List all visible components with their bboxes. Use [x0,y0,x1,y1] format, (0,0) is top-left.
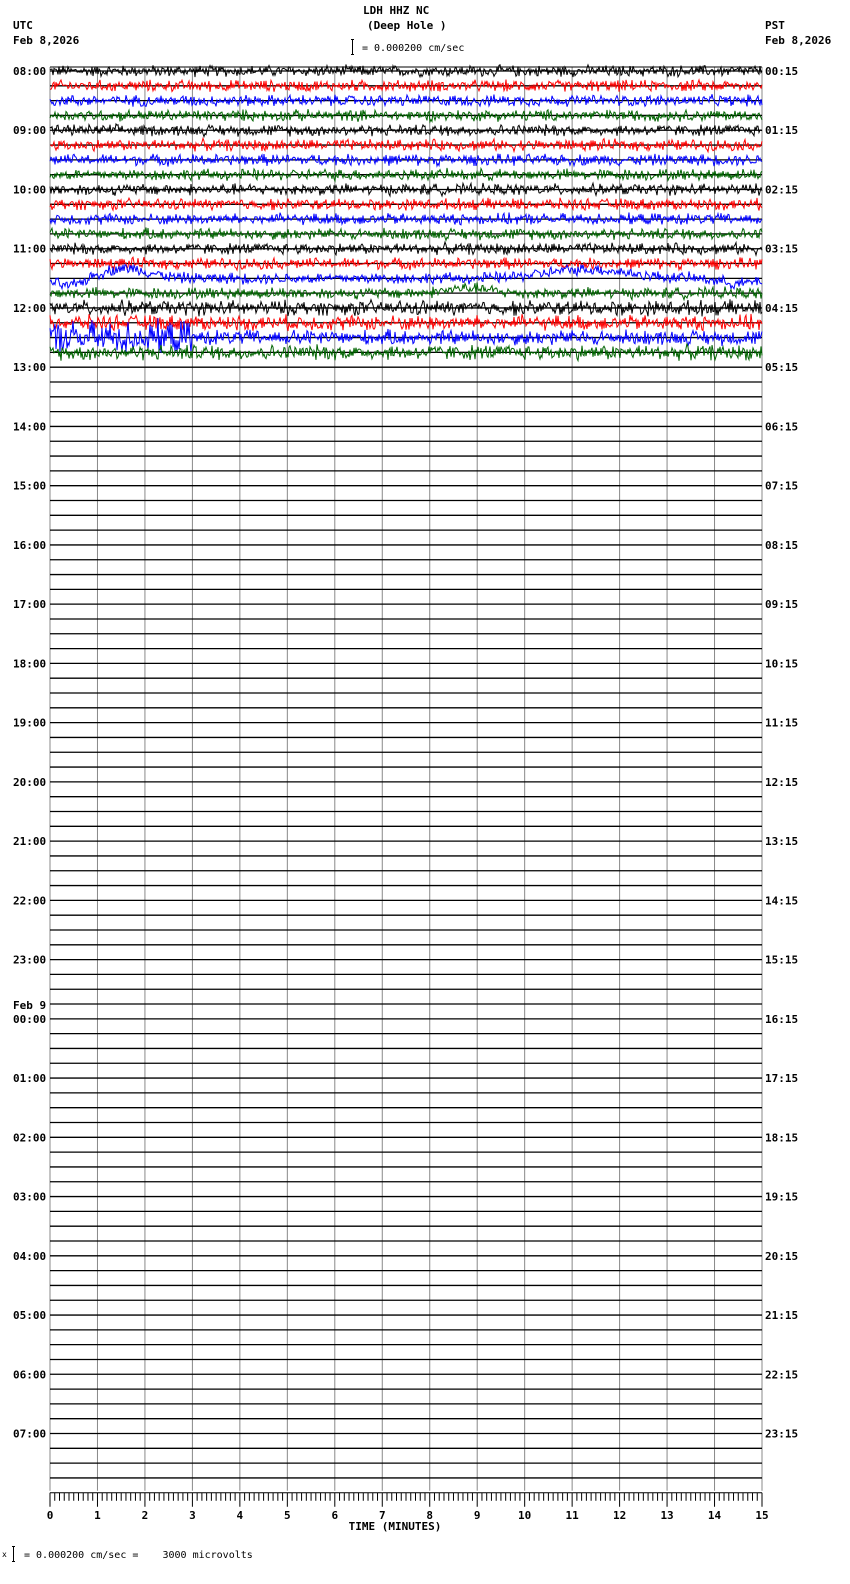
utc-hour-label: 00:00 [13,1012,47,1026]
utc-hour-label: 05:00 [13,1309,47,1323]
pst-hour-label: 03:15 [765,242,799,256]
seismic-trace [50,283,762,300]
utc-hour-label: 14:00 [13,420,47,434]
utc-hour-label: 11:00 [13,242,47,256]
pst-hour-label: 02:15 [765,183,799,197]
pst-hour-label: 17:15 [765,1072,799,1086]
utc-hour-label: 10:00 [13,183,47,197]
pst-hour-label: 05:15 [765,361,799,375]
utc-hour-label: 20:00 [13,775,47,789]
pst-hour-label: 18:15 [765,1131,799,1145]
pst-hour-label: 12:15 [765,775,799,789]
pst-hour-label: 01:15 [765,124,799,138]
utc-hour-label: 06:00 [13,1368,47,1382]
utc-hour-label: 17:00 [13,598,47,612]
pst-hour-label: 16:15 [765,1012,799,1026]
utc-hour-label: 12:00 [13,301,47,315]
x-tick-label: 14 [707,1508,722,1522]
pst-hour-label: 19:15 [765,1190,799,1204]
utc-hour-label: 18:00 [13,657,47,671]
x-tick-label: 6 [331,1508,339,1522]
x-tick-label: 0 [46,1508,54,1522]
x-tick-label: 13 [660,1508,674,1522]
date-change-label: Feb 9 [13,998,47,1012]
utc-hour-label: 07:00 [13,1427,47,1441]
utc-hour-label: 21:00 [13,835,47,849]
pst-hour-label: 13:15 [765,835,799,849]
pst-hour-label: 21:15 [765,1309,799,1323]
pst-hour-label: 10:15 [765,657,799,671]
utc-hour-label: 19:00 [13,716,47,730]
x-tick-label: 9 [473,1508,481,1522]
utc-hour-label: 23:00 [13,953,47,967]
utc-hour-label: 13:00 [13,361,47,375]
footer-scale-label: = 0.000200 cm/sec = 3000 microvolts [24,1550,253,1561]
pst-hour-label: 23:15 [765,1427,799,1441]
utc-hour-label: 16:00 [13,538,47,552]
station-title: LDH HHZ NC [363,4,430,17]
footer-marker-icon: x [2,1550,7,1559]
pst-hour-label: 11:15 [765,716,799,730]
right-date: Feb 8,2026 [765,34,832,47]
footer-scale-bar-icon [12,1546,15,1562]
utc-hour-label: 01:00 [13,1072,47,1086]
left-date: Feb 8,2026 [13,34,80,47]
utc-hour-label: 03:00 [13,1190,47,1204]
pst-hour-label: 20:15 [765,1249,799,1263]
x-tick-label: 8 [426,1508,434,1522]
pst-hour-label: 09:15 [765,598,799,612]
x-tick-label: 2 [141,1508,149,1522]
x-tick-label: 12 [612,1508,627,1522]
left-timezone: UTC [13,19,33,32]
pst-hour-label: 15:15 [765,953,799,967]
pst-hour-label: 22:15 [765,1368,799,1382]
scale-label: = 0.000200 cm/sec [362,43,465,54]
x-tick-label: 11 [565,1508,579,1522]
pst-hour-label: 06:15 [765,420,799,434]
x-tick-label: 3 [189,1508,196,1522]
x-tick-label: 7 [378,1508,386,1522]
pst-hour-label: 07:15 [765,479,799,493]
utc-hour-label: 15:00 [13,479,47,493]
utc-hour-label: 04:00 [13,1249,47,1263]
right-timezone: PST [765,19,785,32]
utc-hour-label: 09:00 [13,124,47,138]
pst-hour-label: 00:15 [765,65,799,78]
pst-hour-label: 08:15 [765,538,799,552]
pst-hour-label: 14:15 [765,894,799,908]
utc-hour-label: 02:00 [13,1131,47,1145]
station-location: (Deep Hole ) [367,19,447,32]
pst-hour-label: 04:15 [765,301,799,315]
x-tick-label: 15 [755,1508,769,1522]
utc-hour-label: 22:00 [13,894,47,908]
utc-hour-label: 08:00 [13,65,47,78]
x-tick-label: 4 [236,1508,244,1522]
x-tick-label: 10 [518,1508,532,1522]
x-tick-label: 5 [284,1508,291,1522]
x-axis-title: TIME (MINUTES) [348,1519,442,1533]
seismic-trace [50,228,762,241]
x-tick-label: 1 [94,1508,101,1522]
